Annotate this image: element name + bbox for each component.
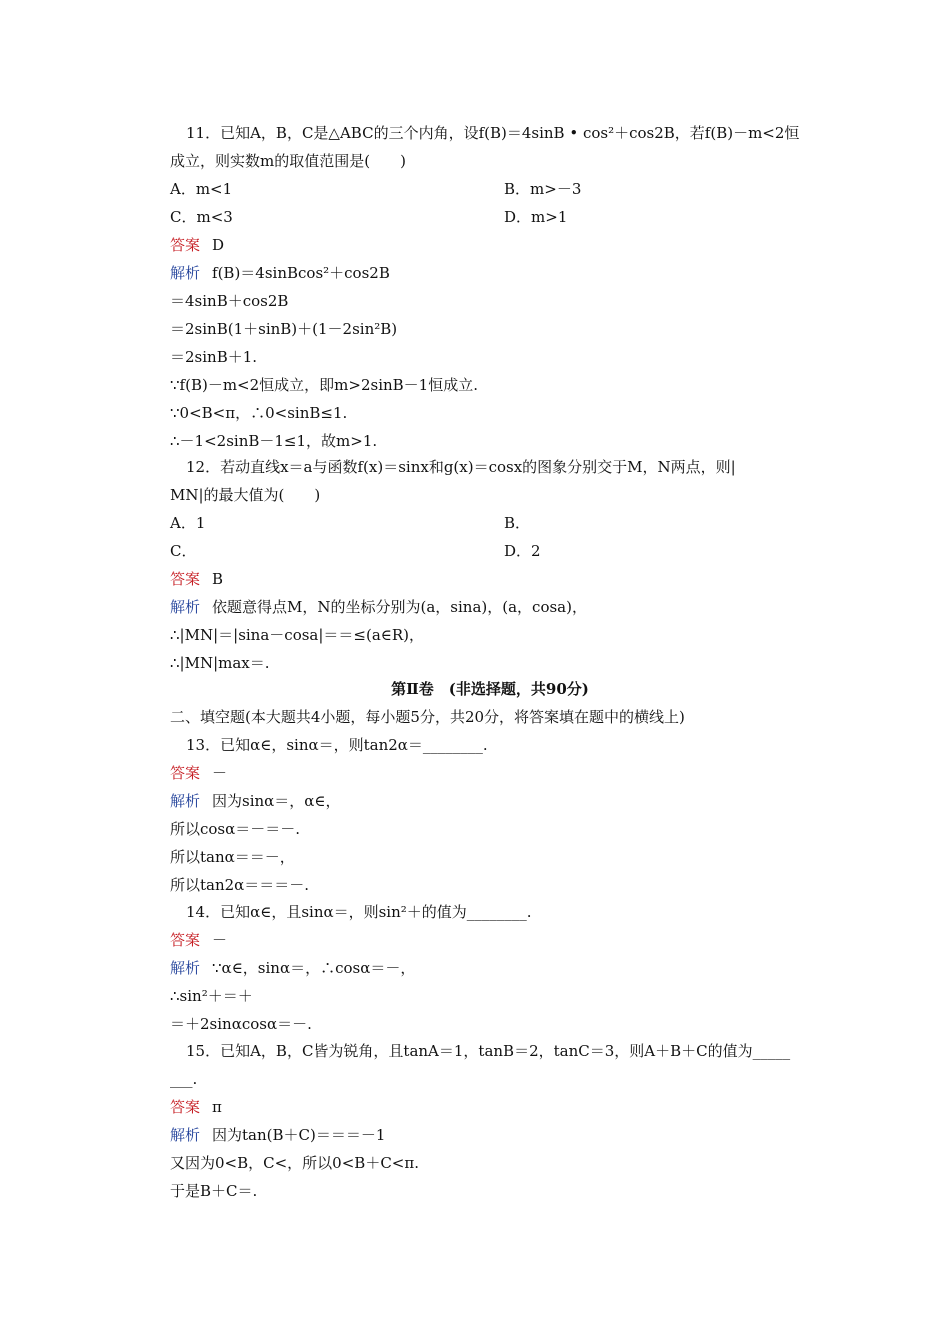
q15-stem-line2: ___. [170, 1070, 198, 1088]
q13-answer-row [170, 763, 227, 783]
analysis-label: 解析 [170, 598, 201, 616]
answer-label: 答案 [170, 236, 201, 254]
q15-analysis-row [170, 1125, 385, 1145]
q12-option-c: C． [170, 542, 197, 560]
q11-stem-line1: 11．已知A，B，C是△ABC的三个内角，设f(B)＝4sinB • cos²＋cos2B，若f(B)－m<2恒 [186, 124, 800, 142]
q11-analysis-line: ∵0<B<π，∴0<sinB≤1. [170, 404, 348, 422]
q12-analysis-line: 依题意得点M，N的坐标分别为(a，sina)，(a，cosa)， [212, 598, 587, 616]
analysis-label: 解析 [170, 959, 201, 977]
q14-analysis-line: ∵α∈，sinα＝，∴cosα＝－， [212, 959, 416, 977]
answer-label: 答案 [170, 764, 201, 782]
answer-label: 答案 [170, 931, 201, 949]
q14-stem: 14．已知α∈，且sinα＝，则sin²＋的值为________. [186, 903, 532, 921]
q12-option-d: D．2 [504, 542, 541, 560]
q11-analysis-line: ∴－1<2sinB－1≤1，故m>1. [170, 432, 378, 450]
q12-answer-row [170, 569, 223, 589]
q12-option-b: B． [504, 514, 531, 532]
q12-answer: B [212, 570, 224, 588]
q11-answer: D [212, 236, 225, 254]
q13-stem: 13．已知α∈，sinα＝，则tan2α＝________. [186, 736, 488, 754]
q11-option-a: A．m<1 [170, 180, 233, 198]
q14-analysis-row [170, 958, 415, 978]
analysis-label: 解析 [170, 264, 201, 282]
q13-analysis-row [170, 791, 341, 811]
q13-analysis-line: 所以tan2α＝＝＝－. [170, 876, 310, 894]
q11-answer-row [170, 235, 224, 255]
q14-answer-row [170, 930, 227, 950]
q11-analysis-line: ∵f(B)－m<2恒成立，即m>2sinB－1恒成立. [170, 376, 478, 394]
q11-analysis-line: ＝2sinB＋1. [170, 348, 258, 366]
answer-label: 答案 [170, 570, 201, 588]
q15-answer: π [212, 1098, 222, 1116]
q13-analysis-line: 因为sinα＝，α∈， [212, 792, 341, 810]
q11-analysis-line: f(B)＝4sinBcos²＋cos2B [212, 264, 390, 282]
analysis-label: 解析 [170, 1126, 201, 1144]
section-title: 第Ⅱ卷 (非选择题，共90分) [391, 680, 589, 698]
q11-option-b: B．m>－3 [504, 180, 582, 198]
q14-analysis-line: ∴sin²＋＝＋ [170, 987, 253, 1005]
q13-analysis-line: 所以cosα＝－＝－. [170, 820, 301, 838]
q12-option-a: A．1 [170, 514, 206, 532]
answer-label: 答案 [170, 1098, 201, 1116]
analysis-label: 解析 [170, 792, 201, 810]
q11-analysis-line: ＝4sinB＋cos2B [170, 292, 289, 310]
q12-analysis-line: ∴|MN|max＝. [170, 654, 270, 672]
q15-analysis-line: 又因为0<B，C<，所以0<B＋C<π. [170, 1154, 419, 1172]
q12-stem-line2: MN|的最大值为( ) [170, 486, 321, 504]
q13-answer: － [212, 764, 228, 782]
q15-stem-line1: 15．已知A，B，C皆为锐角，且tanA＝1，tanB＝2，tanC＝3，则A＋B＋C的值为_____ [186, 1042, 791, 1060]
q15-analysis-line: 于是B＋C＝. [170, 1182, 258, 1200]
q14-answer: － [212, 931, 228, 949]
q11-option-c: C．m<3 [170, 208, 233, 226]
q11-analysis-row [170, 263, 390, 283]
q12-stem-line1: 12．若动直线x＝a与函数f(x)＝sinx和g(x)＝cosx的图象分别交于M，N两点，则| [186, 458, 736, 476]
q13-analysis-line: 所以tanα＝＝－， [170, 848, 295, 866]
q11-analysis-line: ＝2sinB(1＋sinB)＋(1－2sin²B) [170, 320, 398, 338]
q14-analysis-line: ＝＋2sinαcosα＝－. [170, 1015, 312, 1033]
q12-analysis-line: ∴|MN|＝|sina－cosa|＝＝≤(a∈R)， [170, 626, 425, 644]
q15-analysis-line: 因为tan(B＋C)＝＝＝－1 [212, 1126, 386, 1144]
q12-analysis-row [170, 597, 587, 617]
q11-option-d: D．m>1 [504, 208, 568, 226]
q15-answer-row [170, 1097, 222, 1117]
q11-stem-line2: 成立，则实数m的取值范围是( ) [170, 152, 406, 170]
section-instructions: 二、填空题(本大题共4小题，每小题5分，共20分，将答案填在题中的横线上) [170, 708, 685, 726]
